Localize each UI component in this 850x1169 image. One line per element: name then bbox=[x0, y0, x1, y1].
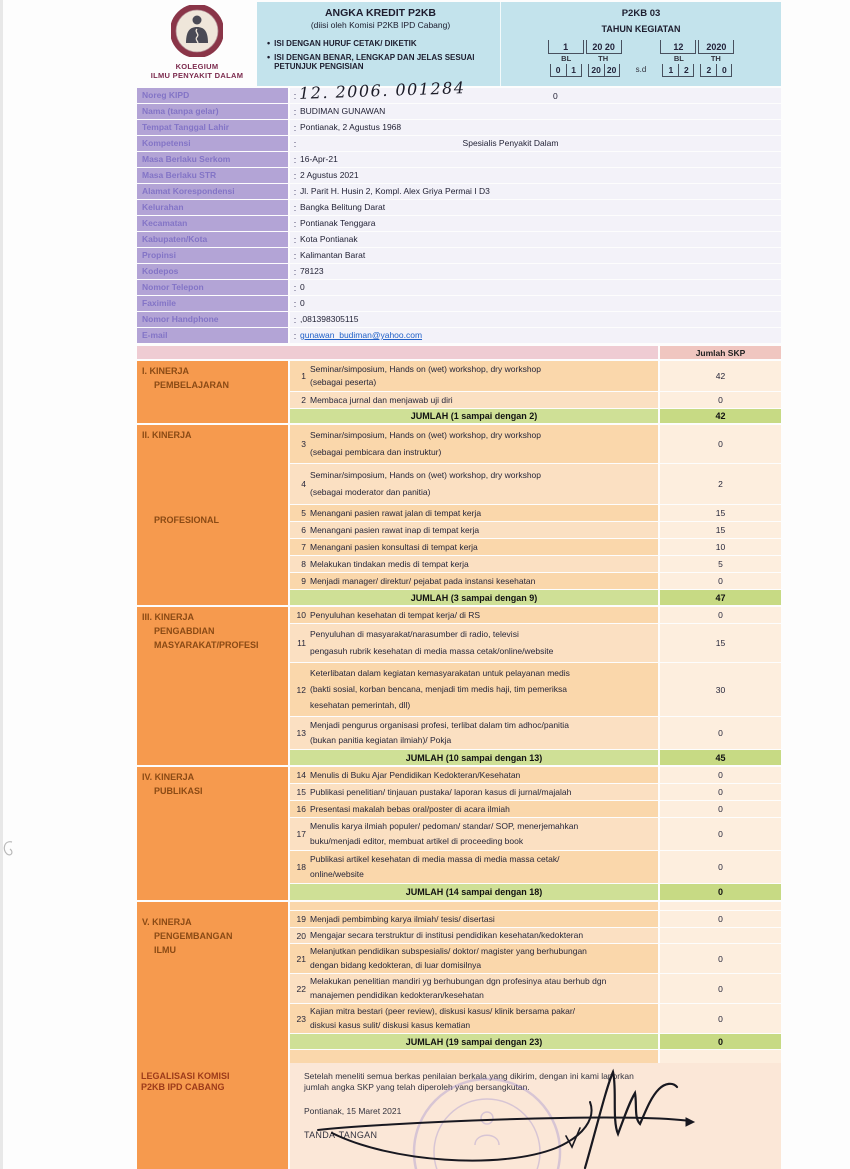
field-colon: : bbox=[293, 91, 297, 101]
end-year-box: 2 0 bbox=[700, 64, 732, 77]
blank-row bbox=[290, 1050, 781, 1063]
section-kinerja-pengabdian bbox=[137, 607, 781, 765]
field-colon: : bbox=[293, 219, 297, 229]
row-number: 21 bbox=[296, 953, 306, 964]
row-number: 19 bbox=[296, 914, 306, 924]
field-label: Alamat Korespondensi bbox=[137, 184, 288, 199]
field-colon: : bbox=[293, 107, 297, 117]
row-number: 10 bbox=[296, 610, 306, 620]
row-number: 5 bbox=[301, 508, 306, 518]
row-activity-text: Mengajar secara terstruktur di institusi pendidikan kesehatan/kedokteran bbox=[310, 930, 584, 940]
row-number: 3 bbox=[301, 439, 306, 449]
row-skp-value: 5 bbox=[660, 556, 781, 572]
row-skp-value bbox=[660, 928, 781, 943]
signature-label: TANDA-TANGAN bbox=[304, 1130, 378, 1140]
row-number: 1 bbox=[301, 371, 306, 381]
field-value: 0 bbox=[300, 298, 305, 308]
field-label: Masa Berlaku Serkom bbox=[137, 152, 288, 167]
personal-field-row bbox=[137, 184, 781, 199]
margin-pencil-mark bbox=[4, 842, 12, 855]
table-row bbox=[290, 539, 781, 555]
row-skp-value: 0 bbox=[660, 851, 781, 883]
row-activity-text: Seminar/simposium, Hands on (wet) workshop, dry workshop (sebagai peserta) bbox=[310, 363, 542, 388]
personal-field-row bbox=[137, 136, 781, 151]
row-number: 16 bbox=[296, 804, 306, 814]
row-number: 20 bbox=[296, 930, 306, 941]
row-skp-value: 10 bbox=[660, 539, 781, 555]
row-activity-text: Seminar/simposium, Hands on (wet) workshop, dry workshop (sebagai moderator dan panitia) bbox=[310, 470, 542, 497]
field-colon: : bbox=[293, 299, 297, 309]
field-label: Faximile bbox=[137, 296, 288, 311]
row-number: 7 bbox=[301, 542, 306, 552]
start-th-label: TH bbox=[598, 54, 609, 63]
row-skp-value: 0 bbox=[660, 392, 781, 408]
personal-field-row bbox=[137, 120, 781, 135]
row-skp-value: 42 bbox=[660, 361, 781, 391]
field-colon: : bbox=[293, 315, 297, 325]
row-number: 22 bbox=[296, 983, 306, 994]
row-number: 17 bbox=[296, 829, 306, 839]
field-colon: : bbox=[293, 235, 297, 245]
table-row bbox=[290, 573, 781, 589]
row-skp-value: 0 bbox=[660, 911, 781, 927]
table-row bbox=[290, 818, 781, 850]
personal-field-row bbox=[137, 312, 781, 327]
row-activity-text: Menulis di Buku Ajar Pendidikan Kedokteran/Kesehatan bbox=[310, 769, 521, 780]
row-activity-text: Melanjutkan pendidikan subspesialis/ doktor/ magister yang berhubungan dengan bidang kedokteran, di luar domisilnya bbox=[310, 946, 587, 970]
field-value: ,081398305115 bbox=[300, 314, 359, 324]
row-number: 15 bbox=[296, 787, 306, 797]
row-activity-text: Keterlibatan dalam kegiatan kemasyarakatan untuk pelayanan medis (bakti sosial, korban bencana, menjadi tim medis haji, tim pemeriksa kesehatan pemerintah, dll) bbox=[310, 668, 570, 710]
personal-field-row bbox=[137, 200, 781, 215]
table-row bbox=[290, 801, 781, 817]
personal-field-row bbox=[137, 280, 781, 295]
row-number: 23 bbox=[296, 1013, 306, 1024]
table-row bbox=[290, 361, 781, 391]
legalization-body bbox=[290, 1063, 781, 1169]
handwritten-noreg: 12. 2006. 001284 bbox=[298, 78, 466, 103]
field-colon: : bbox=[293, 203, 297, 213]
row-activity-text: Presentasi makalah bebas oral/poster di acara ilmiah bbox=[310, 803, 510, 814]
row-activity-text: Melakukan penelitian mandiri yg berhubungan dgn profesinya atau berhub dgn manajemen pendidikan kedokteran/kesehatan bbox=[310, 976, 607, 1000]
field-value: Spesialis Penyakit Dalam bbox=[462, 138, 559, 148]
end-th-label: TH bbox=[710, 54, 721, 63]
row-number: 18 bbox=[296, 862, 306, 872]
header-period-cell bbox=[500, 2, 781, 86]
field-label: Propinsi bbox=[137, 248, 288, 263]
jumlah-row: JUMLAH (3 sampai dengan 9) 47 bbox=[290, 590, 781, 605]
personal-field-row bbox=[137, 328, 781, 343]
section-kinerja-profesional bbox=[137, 425, 781, 605]
jumlah-row: JUMLAH (14 sampai dengan 18) 0 bbox=[290, 884, 781, 900]
row-activity-text: Publikasi penelitian/ tinjauan pustaka/ laporan kasus di jurnal/majalah bbox=[310, 786, 572, 797]
table-row bbox=[290, 851, 781, 883]
row-skp-value: 0 bbox=[660, 425, 781, 463]
table-row bbox=[290, 607, 781, 623]
section-label: III. KINERJA PENGABDIAN MASYARAKAT/PROFESI bbox=[137, 607, 288, 765]
field-value: Bangka Belitung Darat bbox=[300, 202, 386, 212]
header-title-cell bbox=[257, 2, 500, 86]
skp-header-label: Jumlah SKP bbox=[660, 346, 781, 359]
instruction-1: • ISI DENGAN HURUF CETAK/ DIKETIK bbox=[267, 38, 417, 48]
field-label: Masa Berlaku STR bbox=[137, 168, 288, 183]
field-value: Pontianak Tenggara bbox=[300, 218, 376, 228]
end-month-value: 12 bbox=[660, 40, 696, 54]
section-label: V. KINERJA PENGEMBANGAN ILMU bbox=[137, 902, 288, 1064]
statement-line1: Setelah meneliti semua berkas penilaian berkala yang dikirim, dengan ini kami laporkan bbox=[304, 1071, 634, 1081]
row-activity-text: Menjadi pembimbing karya ilmiah/ tesis/ disertasi bbox=[310, 913, 495, 924]
field-colon: : bbox=[293, 267, 297, 277]
field-label: Kecamatan bbox=[137, 216, 288, 231]
field-label: Noreg KIPD bbox=[137, 88, 288, 103]
row-skp-value: 0 bbox=[660, 784, 781, 800]
org-name-line2: ILMU PENYAKIT DALAM bbox=[150, 71, 244, 80]
row-activity-text: Menjadi manager/ direktur/ pejabat pada instansi kesehatan bbox=[310, 575, 536, 586]
form-code: P2KB 03 bbox=[621, 8, 661, 19]
field-value: 78123 bbox=[300, 266, 324, 276]
personal-field-row bbox=[137, 296, 781, 311]
row-skp-value: 0 bbox=[660, 717, 781, 749]
section-kinerja-pembelajaran bbox=[137, 361, 781, 423]
row-activity-text: Menjadi pengurus organisasi profesi, terlibat dalam tim adhoc/panitia (bukan panitia kegiatan ilmiah)/ Pokja bbox=[310, 720, 569, 745]
instruction-2: • ISI DENGAN BENAR, LENGKAP DAN JELAS SESUAI PETUNJUK PENGISIAN bbox=[267, 51, 475, 71]
row-skp-value: 30 bbox=[660, 663, 781, 716]
row-activity-text: Menangani pasien rawat jalan di tempat kerja bbox=[310, 507, 482, 518]
end-year-value: 2020 bbox=[698, 40, 734, 54]
table-row bbox=[290, 663, 781, 716]
personal-field-row bbox=[137, 232, 781, 247]
start-month-value: 1 bbox=[548, 40, 584, 54]
section-label: I. KINERJA PEMBELAJARAN bbox=[137, 361, 288, 423]
credit-table bbox=[137, 361, 781, 1066]
row-activity-text: Menangani pasien rawat inap di tempat kerja bbox=[310, 524, 480, 535]
row-number: 6 bbox=[301, 525, 306, 535]
field-value: 0 bbox=[300, 282, 305, 292]
section-kinerja-pengembangan-ilmu bbox=[137, 902, 781, 1064]
field-value: BUDIMAN GUNAWAN bbox=[300, 106, 386, 116]
row-activity-text: Menulis karya ilmiah populer/ pedoman/ standar/ SOP, menerjemahkan buku/menjadi editor, membuat artikel di proceeding book bbox=[310, 821, 579, 846]
field-colon: : bbox=[293, 331, 297, 341]
kolegium-emblem-icon bbox=[171, 5, 223, 57]
table-row bbox=[290, 928, 781, 943]
row-skp-value: 0 bbox=[660, 573, 781, 589]
field-colon: : bbox=[293, 171, 297, 181]
table-row bbox=[290, 425, 781, 463]
row-skp-value: 15 bbox=[660, 624, 781, 662]
row-number: 13 bbox=[296, 728, 306, 738]
field-colon: : bbox=[293, 187, 297, 197]
end-month-box: 1 2 bbox=[662, 64, 694, 77]
period-start bbox=[548, 40, 622, 77]
table-row bbox=[290, 944, 781, 973]
personal-field-row bbox=[137, 152, 781, 167]
field-label: Nomor Telepon bbox=[137, 280, 288, 295]
personal-field-row bbox=[137, 216, 781, 231]
legalization-label: LEGALISASI KOMISI P2KB IPD CABANG bbox=[137, 1063, 288, 1169]
skp-header-filler bbox=[137, 346, 658, 359]
field-label: Nama (tanpa gelar) bbox=[137, 104, 288, 119]
start-year-value: 20 20 bbox=[586, 40, 622, 54]
personal-field-row bbox=[137, 248, 781, 263]
table-row bbox=[290, 624, 781, 662]
row-skp-value: 0 bbox=[660, 1004, 781, 1033]
field-label: E-mail bbox=[137, 328, 288, 343]
field-label: Kabupaten/Kota bbox=[137, 232, 288, 247]
row-skp-value: 0 bbox=[660, 944, 781, 973]
logo-cell bbox=[137, 2, 257, 86]
email-link[interactable]: gunawan_budiman@yahoo.com bbox=[300, 330, 423, 340]
skp-column-header bbox=[137, 346, 781, 359]
row-number: 9 bbox=[301, 576, 306, 586]
table-row bbox=[290, 522, 781, 538]
row-skp-value: 0 bbox=[660, 767, 781, 783]
start-bl-label: BL bbox=[561, 54, 572, 63]
period-label: TAHUN KEGIATAN bbox=[601, 24, 681, 34]
section-label: II. KINERJA PROFESIONAL bbox=[137, 425, 288, 605]
row-skp-value: 15 bbox=[660, 522, 781, 538]
row-number: 12 bbox=[296, 684, 306, 695]
field-colon: : bbox=[293, 123, 297, 133]
end-bl-label: BL bbox=[673, 54, 684, 63]
table-row bbox=[290, 974, 781, 1003]
table-row bbox=[290, 784, 781, 800]
row-skp-value: 0 bbox=[660, 607, 781, 623]
field-label: Kompetensi bbox=[137, 136, 288, 151]
field-value: Jl. Parit H. Husin 2, Kompl. Alex Griya Permai I D3 bbox=[300, 186, 490, 196]
row-number: 2 bbox=[301, 395, 306, 405]
table-row bbox=[290, 392, 781, 408]
legalization-section bbox=[137, 1063, 781, 1169]
jumlah-row: JUMLAH (19 sampai dengan 23) 0 bbox=[290, 1034, 781, 1049]
table-row bbox=[290, 556, 781, 572]
table-row bbox=[290, 717, 781, 749]
personal-data-section bbox=[137, 78, 781, 344]
table-row bbox=[290, 911, 781, 927]
field-label: Tempat Tanggal Lahir bbox=[137, 120, 288, 135]
section-kinerja-publikasi bbox=[137, 767, 781, 900]
personal-field-row bbox=[137, 104, 781, 119]
row-activity-text: Penyuluhan di masyarakat/narasumber di radio, televisi pengasuh rubrik kesehatan di media massa cetak/online/website bbox=[310, 629, 554, 656]
row-number: 14 bbox=[296, 770, 306, 780]
field-value: 2 Agustus 2021 bbox=[300, 170, 359, 180]
field-colon: : bbox=[293, 283, 297, 293]
row-number: 4 bbox=[301, 479, 306, 489]
field-colon: : bbox=[293, 139, 297, 149]
noreg-extra-value: 0 bbox=[553, 91, 558, 101]
table-row bbox=[290, 1004, 781, 1033]
row-skp-value: 0 bbox=[660, 974, 781, 1003]
field-value: Kalimantan Barat bbox=[300, 250, 366, 260]
org-name-line1: KOLEGIUM bbox=[175, 62, 219, 71]
blank-row bbox=[290, 902, 781, 910]
period-separator: s.d bbox=[635, 65, 647, 74]
field-label: Kelurahan bbox=[137, 200, 288, 215]
statement-line2: jumlah angka SKP yang telah diperoleh yang bersangkutan. bbox=[304, 1082, 530, 1092]
field-label: Kodepos bbox=[137, 264, 288, 279]
field-value: 16-Apr-21 bbox=[300, 154, 338, 164]
row-activity-text: Penyuluhan kesehatan di tempat kerja/ di RS bbox=[310, 609, 481, 620]
personal-field-row bbox=[137, 264, 781, 279]
jumlah-row: JUMLAH (1 sampai dengan 2) 42 bbox=[290, 409, 781, 423]
table-row bbox=[290, 464, 781, 504]
field-colon: : bbox=[293, 251, 297, 261]
table-row bbox=[290, 505, 781, 521]
form-header bbox=[137, 2, 781, 86]
jumlah-row: JUMLAH (10 sampai dengan 13) 45 bbox=[290, 750, 781, 765]
row-skp-value: 15 bbox=[660, 505, 781, 521]
row-activity-text: Seminar/simposium, Hands on (wet) workshop, dry workshop (sebagai pembicara dan instruktur) bbox=[310, 430, 542, 457]
row-activity-text: Membaca jurnal dan menjawab uji diri bbox=[310, 394, 453, 405]
row-activity-text: Publikasi artikel kesehatan di media massa di media massa cetak/ online/website bbox=[310, 854, 560, 879]
row-activity-text: Kajian mitra bestari (peer review), diskusi kasus/ klinik bersama pakar/ diskusi kasus sulit/ diskusi kasus kematian bbox=[310, 1006, 576, 1030]
place-date: Pontianak, 15 Maret 2021 bbox=[304, 1106, 402, 1116]
period-end bbox=[660, 40, 734, 77]
section-label: IV. KINERJA PUBLIKASI bbox=[137, 767, 288, 900]
field-colon: : bbox=[293, 155, 297, 165]
field-label: Nomor Handphone bbox=[137, 312, 288, 327]
form-title: ANGKA KREDIT P2KB bbox=[324, 7, 437, 19]
period-dates bbox=[501, 40, 781, 77]
start-year-box: 20 20 bbox=[588, 64, 620, 77]
start-month-box: 0 1 bbox=[550, 64, 582, 77]
row-skp-value: 0 bbox=[660, 818, 781, 850]
bullet-icon: • bbox=[267, 51, 271, 62]
bullet-icon: • bbox=[267, 38, 271, 48]
row-number: 8 bbox=[301, 559, 306, 569]
row-skp-value: 2 bbox=[660, 464, 781, 504]
table-row bbox=[290, 767, 781, 783]
personal-field-row bbox=[137, 168, 781, 183]
field-value: Pontianak, 2 Agustus 1968 bbox=[300, 122, 402, 132]
row-activity-text: Menangani pasien konsultasi di tempat kerja bbox=[310, 541, 478, 552]
row-number: 11 bbox=[297, 638, 306, 648]
field-value: Kota Pontianak bbox=[300, 234, 358, 244]
form-subtitle: (diisi oleh Komisi P2KB IPD Cabang) bbox=[310, 20, 451, 30]
row-activity-text: Melakukan tindakan medis di tempat kerja bbox=[310, 558, 469, 569]
row-skp-value: 0 bbox=[660, 801, 781, 817]
